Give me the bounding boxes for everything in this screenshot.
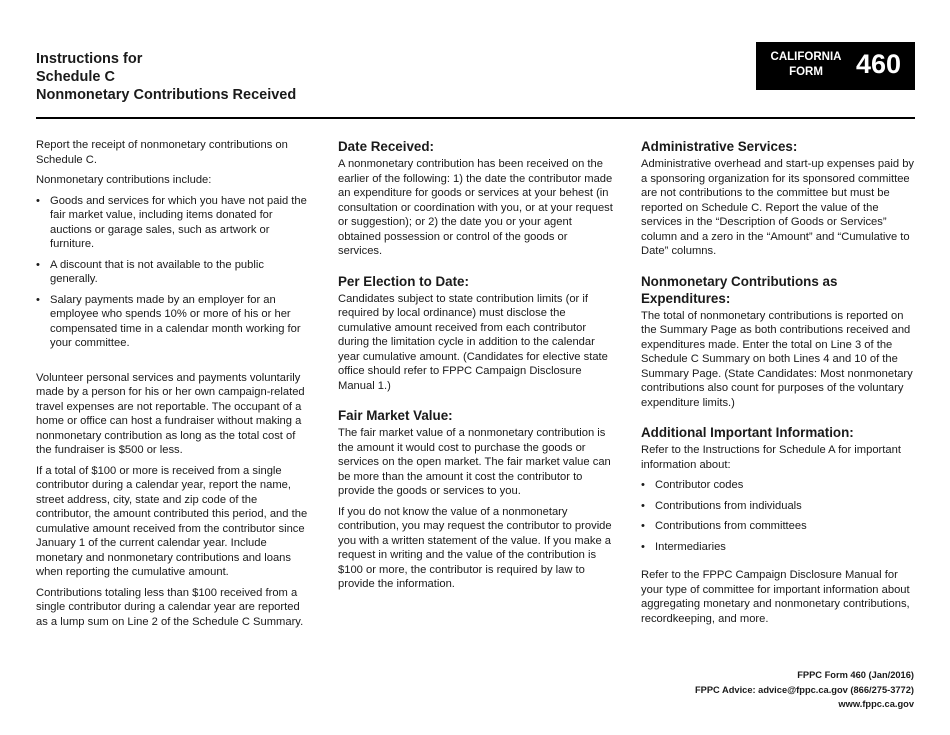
fair-market-value-text-2: If you do not know the value of a nonmonetary contribution, you may request the contributor to provide you with a written statement of the value. If you make a request in writing and the value of the contribution is $100 or more, the contributor is required by law to provide the information. [338,505,612,590]
administrative-services-heading: Administrative Services: [641,139,798,154]
bullet-icon: • [36,194,40,207]
form-number: 460 [856,49,902,79]
date-received-text: A nonmonetary contribution has been received on the earlier of the following: 1) the date the contributor made an expenditure for goods or services at your behest (in consultation or coordination with you, or at your request or suggestion); or 2) the date you or your agent obtained possession or control of the goods or services. [338,158,613,257]
list-item: • Contributor codes [641,479,744,491]
title-line-2: Schedule C [36,69,115,85]
list-item: • Contributions from committees [641,520,807,532]
fair-market-value-text: The fair market value of a nonmonetary contribution is the amount it would cost to purchase the goods or services on the open market. The fair market value can be more than the amount it cost the contributor to provide the goods or services to you. [338,427,611,497]
bullet-icon: • [641,479,645,491]
per-election-text: Candidates subject to state contribution limits (or if required by local ordinance) must disclose the cumulative amount received from each contributor during the limitation cycle in addition to the calendar year cumulative amount. (Candidates for elective state office should refer to FPPC Campaign Disclosure Manual 1.) [338,292,608,392]
form-label-california: CALIFORNIA [770,51,842,63]
column-1 [36,138,312,635]
column-3 [641,138,917,632]
title-line-3: Nonmonetary Contributions Received [36,87,297,103]
column-2 [338,138,614,598]
date-received-heading: Date Received: [338,139,435,154]
fair-market-value-heading: Fair Market Value: [338,408,453,423]
bullet-icon: • [641,540,645,553]
include-lead: Nonmonetary contributions include: [36,174,212,186]
website-link[interactable]: www.fppc.ca.gov [838,699,914,709]
bullet-icon: • [641,520,645,532]
threshold-paragraph: If a total of $100 or more is received from a single contributor during a calendar year, report the name, street address, city, state and zip code of the contributor, the amount contributed this period, and the cumulative amount received from the contributor since January 1 of the current calendar year. Include monetary and nonmonetary contributions and loans when reporting the cumulative amount. [36,464,308,578]
list-item: • Goods and services for which you have not paid the fair market value, including items donated for auctions or garage sales, such as artwork or furniture. [36,194,307,250]
form-version: FPPC Form 460 (Jan/2016) [797,670,914,680]
intro-paragraph: Report the receipt of nonmonetary contributions on Schedule C. [36,139,288,166]
bullet-icon: • [36,258,40,271]
page-title [36,50,296,104]
header-divider [36,117,915,119]
expenditures-text: The total of nonmonetary contributions is reported on the Summary Page as both contributions received and expenditures made. Enter the total on Line 3 of the Schedule C Summary on both Lines 4 and 10 of the Summary Page. (State Candidates: Most nonmonetary contributions also count for purposes of the voluntary expenditure limits.) [641,309,913,409]
form-label-form: FORM [789,66,823,78]
form-label [764,50,848,80]
expenditures-heading: Nonmonetary Contributions as Expenditures: [641,273,838,306]
advice-contact: FPPC Advice: advice@fppc.ca.gov (866/275-3772) [694,684,914,695]
title-line-1: Instructions for [36,51,143,67]
additional-info-text: Refer to the Instructions for Schedule A for important information about: [641,444,901,471]
bullet-icon: • [36,293,40,306]
list-item: • A discount that is not available to the public generally. [36,258,264,285]
form-number-box [756,42,915,90]
additional-info-heading: Additional Important Information: [641,425,854,440]
include-list [36,194,312,351]
list-item: • Contributions from individuals [641,499,802,512]
list-item: • Salary payments made by an employer for an employee who spends 10% or more of his or her compensated time in a calendar month working for your committee. [36,293,301,349]
footer [695,668,914,712]
manual-reference-text: Refer to the FPPC Campaign Disclosure Manual for your type of committee for important information about aggregating monetary and nonmonetary contributions, recordkeeping, and more. [641,569,910,625]
per-election-heading: Per Election to Date: [338,273,469,289]
list-item: • Intermediaries [641,540,726,553]
volunteer-paragraph: Volunteer personal services and payments voluntarily made by a person for his or her own campaign-related travel expenses are not reportable. The occupant of a home or office can host a fundraiser without making a nonmonetary contribution as long as the total cost of the fundraiser is $500 or less. [36,371,305,456]
lump-sum-paragraph: Contributions totaling less than $100 received from a single contributor during a calendar year are reported as a lump sum on Line 2 of the Schedule C Summary. [36,586,304,628]
administrative-services-text: Administrative overhead and start-up expenses paid by a sponsoring organization for its sponsored committee are not contributions to the committee but must be reported on Schedule C. Report the value of the services in the “Description of Goods or Services” column and a zero in the “Amount” and “Cumulative to Date” columns. [641,158,915,257]
info-list [641,478,917,554]
bullet-icon: • [641,499,645,512]
